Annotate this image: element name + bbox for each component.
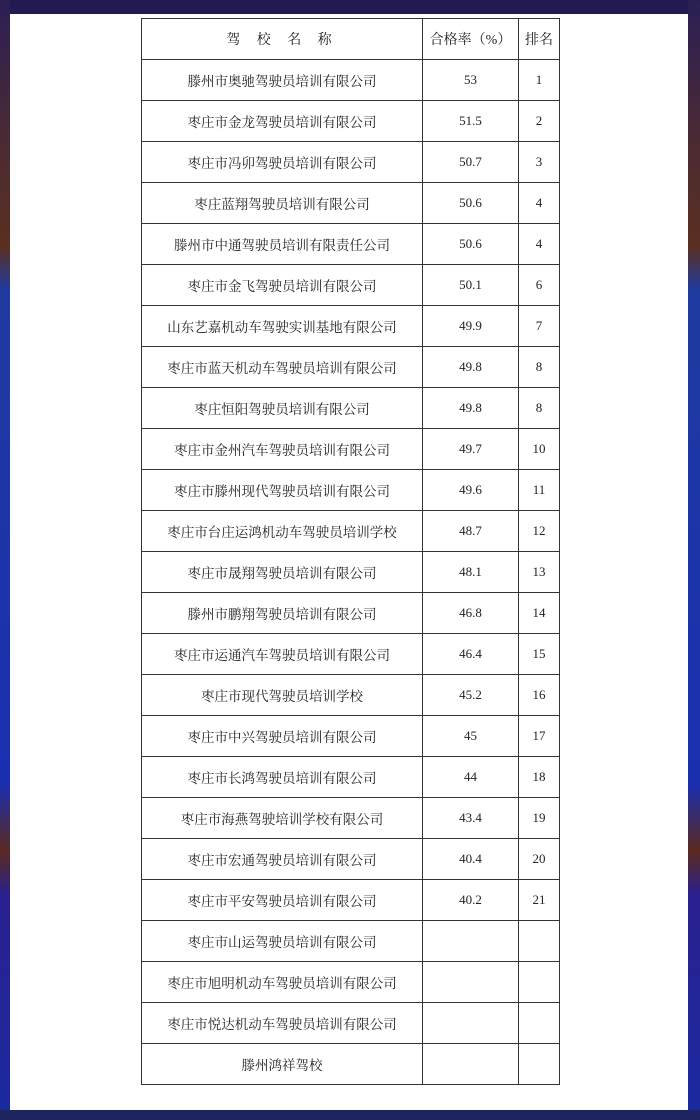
table-row [142, 429, 560, 470]
pass-rate-cell: 51.5 [423, 101, 519, 142]
pass-rate-cell: 46.8 [423, 593, 519, 634]
rank-cell [519, 921, 560, 962]
rank-cell: 14 [519, 593, 560, 634]
rank-cell: 4 [519, 224, 560, 265]
pass-rate-cell: 48.7 [423, 511, 519, 552]
rank-cell: 1 [519, 60, 560, 101]
school-name-cell: 枣庄恒阳驾驶员培训有限公司 [142, 388, 423, 429]
school-name-cell: 枣庄市现代驾驶员培训学校 [142, 675, 423, 716]
frame-border-bottom [0, 1110, 700, 1120]
pass-rate-cell: 49.8 [423, 347, 519, 388]
table-row [142, 224, 560, 265]
pass-rate-cell: 49.9 [423, 306, 519, 347]
table-row [142, 675, 560, 716]
pass-rate-cell: 49.6 [423, 470, 519, 511]
school-name-cell: 枣庄市平安驾驶员培训有限公司 [142, 880, 423, 921]
pass-rate-cell: 45 [423, 716, 519, 757]
pass-rate-cell [423, 1003, 519, 1044]
rank-cell: 10 [519, 429, 560, 470]
rank-cell: 8 [519, 347, 560, 388]
pass-rate-cell: 40.4 [423, 839, 519, 880]
table-row [142, 306, 560, 347]
table-row [142, 839, 560, 880]
table-header-row [142, 19, 560, 60]
table-row [142, 552, 560, 593]
pass-rate-cell: 50.7 [423, 142, 519, 183]
table-row [142, 1003, 560, 1044]
rank-cell: 11 [519, 470, 560, 511]
pass-rate-cell: 44 [423, 757, 519, 798]
table-row [142, 962, 560, 1003]
school-name-cell: 枣庄市金飞驾驶员培训有限公司 [142, 265, 423, 306]
table-row [142, 60, 560, 101]
school-name-cell: 滕州市奥驰驾驶员培训有限公司 [142, 60, 423, 101]
table-row [142, 142, 560, 183]
school-name-cell: 滕州市中通驾驶员培训有限责任公司 [142, 224, 423, 265]
rank-cell: 12 [519, 511, 560, 552]
rank-cell: 2 [519, 101, 560, 142]
school-name-cell: 枣庄市旭明机动车驾驶员培训有限公司 [142, 962, 423, 1003]
school-name-cell: 枣庄市悦达机动车驾驶员培训有限公司 [142, 1003, 423, 1044]
school-name-cell: 枣庄市金龙驾驶员培训有限公司 [142, 101, 423, 142]
pass-rate-cell: 53 [423, 60, 519, 101]
frame-border-right [688, 0, 700, 1120]
rank-cell: 13 [519, 552, 560, 593]
rank-cell: 18 [519, 757, 560, 798]
school-name-cell: 枣庄市晟翔驾驶员培训有限公司 [142, 552, 423, 593]
rank-cell [519, 1044, 560, 1085]
frame-border-top [0, 0, 700, 14]
table-row [142, 265, 560, 306]
table-row [142, 511, 560, 552]
rank-cell: 3 [519, 142, 560, 183]
frame-border-left [0, 0, 10, 1120]
table-row [142, 101, 560, 142]
school-name-cell: 滕州市鹏翔驾驶员培训有限公司 [142, 593, 423, 634]
table-row [142, 921, 560, 962]
rank-cell: 8 [519, 388, 560, 429]
school-name-cell: 滕州鸿祥驾校 [142, 1044, 423, 1085]
school-name-cell: 枣庄市蓝天机动车驾驶员培训有限公司 [142, 347, 423, 388]
pass-rate-cell [423, 962, 519, 1003]
rank-cell: 15 [519, 634, 560, 675]
pass-rate-ranking-table [141, 18, 560, 1085]
header-rank: 排名 [519, 19, 560, 60]
school-name-cell: 山东艺嘉机动车驾驶实训基地有限公司 [142, 306, 423, 347]
table-row [142, 470, 560, 511]
table-body [142, 60, 560, 1085]
pass-rate-cell: 50.1 [423, 265, 519, 306]
pass-rate-cell: 40.2 [423, 880, 519, 921]
school-name-cell: 枣庄市冯卯驾驶员培训有限公司 [142, 142, 423, 183]
rank-cell: 4 [519, 183, 560, 224]
table-row [142, 1044, 560, 1085]
table-row [142, 388, 560, 429]
school-name-cell: 枣庄蓝翔驾驶员培训有限公司 [142, 183, 423, 224]
table-row [142, 716, 560, 757]
rank-cell: 6 [519, 265, 560, 306]
table-row [142, 347, 560, 388]
school-name-cell: 枣庄市台庄运鸿机动车驾驶员培训学校 [142, 511, 423, 552]
rank-cell [519, 962, 560, 1003]
header-school-name: 驾 校 名 称 [142, 19, 423, 60]
table-row [142, 183, 560, 224]
rank-cell: 20 [519, 839, 560, 880]
table-row [142, 798, 560, 839]
school-name-cell: 枣庄市运通汽车驾驶员培训有限公司 [142, 634, 423, 675]
table-row [142, 757, 560, 798]
pass-rate-cell: 43.4 [423, 798, 519, 839]
rank-cell: 7 [519, 306, 560, 347]
pass-rate-cell: 49.7 [423, 429, 519, 470]
table-row [142, 593, 560, 634]
rank-cell: 19 [519, 798, 560, 839]
school-name-cell: 枣庄市金州汽车驾驶员培训有限公司 [142, 429, 423, 470]
pass-rate-cell [423, 921, 519, 962]
header-pass-rate: 合格率（%） [423, 19, 519, 60]
rank-cell [519, 1003, 560, 1044]
pass-rate-cell: 49.8 [423, 388, 519, 429]
table-row [142, 880, 560, 921]
pass-rate-cell: 45.2 [423, 675, 519, 716]
rank-cell: 17 [519, 716, 560, 757]
school-name-cell: 枣庄市中兴驾驶员培训有限公司 [142, 716, 423, 757]
pass-rate-cell: 50.6 [423, 224, 519, 265]
table-row [142, 634, 560, 675]
rank-cell: 16 [519, 675, 560, 716]
school-name-cell: 枣庄市山运驾驶员培训有限公司 [142, 921, 423, 962]
pass-rate-cell: 46.4 [423, 634, 519, 675]
school-name-cell: 枣庄市长鸿驾驶员培训有限公司 [142, 757, 423, 798]
pass-rate-cell [423, 1044, 519, 1085]
school-name-cell: 枣庄市滕州现代驾驶员培训有限公司 [142, 470, 423, 511]
pass-rate-cell: 48.1 [423, 552, 519, 593]
rank-cell: 21 [519, 880, 560, 921]
school-name-cell: 枣庄市宏通驾驶员培训有限公司 [142, 839, 423, 880]
school-name-cell: 枣庄市海燕驾驶培训学校有限公司 [142, 798, 423, 839]
pass-rate-cell: 50.6 [423, 183, 519, 224]
